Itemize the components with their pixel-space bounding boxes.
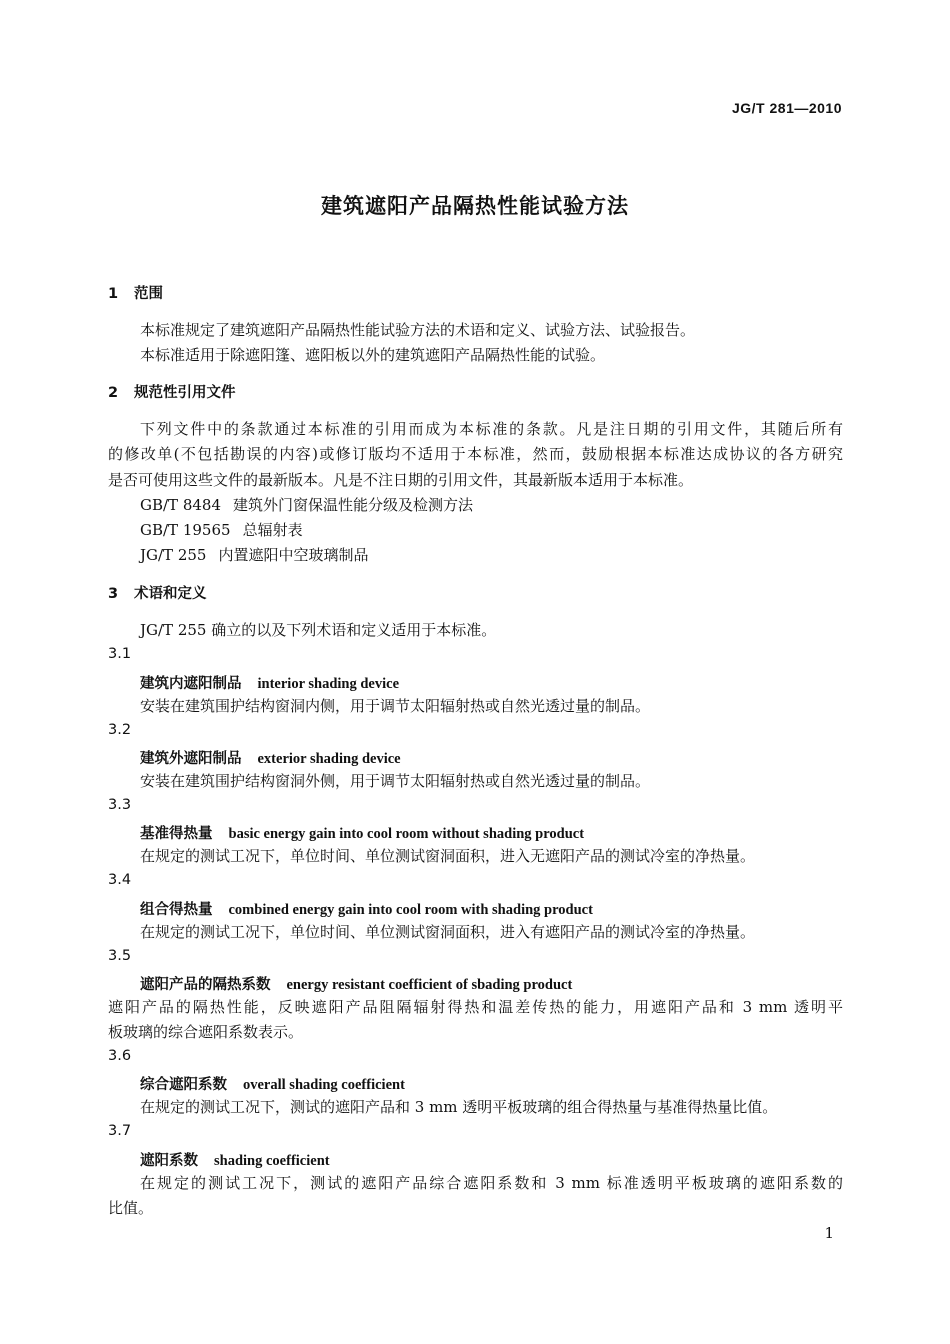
section-number: 3: [108, 586, 119, 602]
section-2-heading: [108, 383, 236, 403]
section-number: 1: [108, 286, 119, 302]
section-3-heading: [108, 584, 207, 604]
reference-title: 建筑外门窗保温性能分级及检测方法: [233, 496, 474, 514]
clause-number: 3.2: [108, 722, 132, 738]
term-chinese: 建筑内遮阳制品: [140, 676, 242, 692]
term-definition: 安装在建筑围护结构窗洞外侧，用于调节太阳辐射热或自然光透过量的制品。: [140, 772, 651, 790]
page-number: 1: [824, 1224, 834, 1242]
term-definition: 安装在建筑围护结构窗洞内侧，用于调节太阳辐射热或自然光透过量的制品。: [140, 697, 651, 715]
clause-number: 3.1: [108, 646, 132, 662]
term-english: overall shading coefficient: [243, 1077, 405, 1093]
term-definition: 在规定的测试工况下，单位时间、单位测试窗洞面积，进入有遮阳产品的测试冷室的净热量。: [140, 923, 756, 941]
term-heading: [140, 822, 584, 843]
clause-number: 3.3: [108, 797, 132, 813]
section-2-paragraph-line-3: 是否可使用这些文件的最新版本。凡是不注日期的引用文件，其最新版本适用于本标准。: [108, 471, 694, 489]
term-heading: [140, 1073, 405, 1094]
clause-number: 3.6: [108, 1048, 132, 1064]
term-definition-line-1: 遮阳产品的隔热性能，反映遮阳产品阻隔辐射得热和温差传热的能力，用遮阳产品和 3 mm 透明平: [108, 998, 843, 1016]
section-title: 术语和定义: [134, 586, 207, 602]
term-chinese: 综合遮阳系数: [140, 1077, 227, 1093]
term-heading: [140, 973, 572, 994]
term-heading: [140, 1149, 330, 1170]
document-title: 建筑遮阳产品隔热性能试验方法: [321, 194, 629, 218]
term-definition-line-2: 板玻璃的综合遮阳系数表示。: [108, 1023, 304, 1041]
term-definition-line-1: 在规定的测试工况下，测试的遮阳产品综合遮阳系数和 3 mm 标准透明平板玻璃的遮阳系数的: [140, 1174, 843, 1192]
clause-number: 3.5: [108, 948, 132, 964]
section-2-paragraph-line-2: 的修改单(不包括勘误的内容)或修订版均不适用于本标准，然而，鼓励根据本标准达成协议的各方研究: [108, 445, 843, 463]
term-english: interior shading device: [257, 676, 400, 692]
term-heading: [140, 672, 399, 693]
term-chinese: 基准得热量: [140, 826, 213, 842]
clause-number: 3.7: [108, 1123, 132, 1139]
section-title: 规范性引用文件: [134, 385, 236, 401]
term-english: energy resistant coefficient of sbading product: [286, 977, 573, 993]
term-definition-line-2: 比值。: [108, 1199, 154, 1217]
section-1-heading: [108, 284, 163, 304]
reference-code: JG/T 255: [140, 546, 207, 564]
term-heading: [140, 747, 401, 768]
term-chinese: 建筑外遮阳制品: [140, 751, 242, 767]
term-definition: 在规定的测试工况下，单位时间、单位测试窗洞面积，进入无遮阳产品的测试冷室的净热量。: [140, 847, 756, 865]
reference-title: 内置遮阳中空玻璃制品: [218, 546, 369, 564]
reference-item: [140, 545, 368, 565]
section-2-paragraph-line-1: 下列文件中的条款通过本标准的引用而成为本标准的条款。凡是注日期的引用文件，其随后所有: [140, 420, 843, 438]
reference-code: GB/T 19565: [140, 521, 231, 539]
term-english: basic energy gain into cool room without shading product: [228, 826, 585, 842]
term-english: shading coefficient: [214, 1153, 330, 1169]
term-chinese: 遮阳产品的隔热系数: [140, 977, 271, 993]
standard-code: JG/T 281—2010: [731, 100, 842, 116]
section-title: 范围: [134, 286, 163, 302]
reference-item: [140, 495, 473, 515]
term-english: exterior shading device: [257, 751, 401, 767]
section-number: 2: [108, 385, 119, 401]
term-definition: 在规定的测试工况下，测试的遮阳产品和 3 mm 透明平板玻璃的组合得热量与基准得热量比值。: [140, 1098, 778, 1116]
section-3-intro: JG/T 255 确立的以及下列术语和定义适用于本标准。: [140, 621, 497, 639]
section-1-paragraph-2: 本标准适用于除遮阳篷、遮阳板以外的建筑遮阳产品隔热性能的试验。: [140, 346, 606, 364]
term-chinese: 遮阳系数: [140, 1153, 198, 1169]
clause-number: 3.4: [108, 872, 132, 888]
term-english: combined energy gain into cool room with shading product: [228, 902, 593, 918]
term-heading: [140, 898, 593, 919]
reference-title: 总辐射表: [242, 521, 303, 539]
reference-item: [140, 520, 303, 540]
section-1-paragraph-1: 本标准规定了建筑遮阳产品隔热性能试验方法的术语和定义、试验方法、试验报告。: [140, 321, 696, 339]
reference-code: GB/T 8484: [140, 496, 222, 514]
term-chinese: 组合得热量: [140, 902, 213, 918]
